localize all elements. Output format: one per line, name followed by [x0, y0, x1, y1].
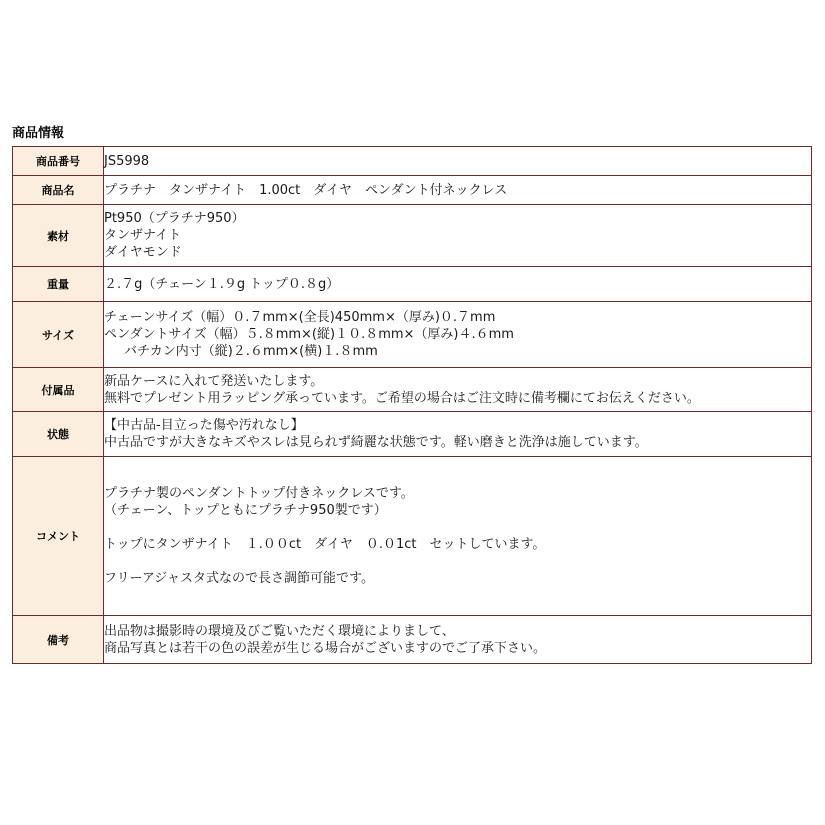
value-line: 新品ケースに入れて発送いたします。 [104, 373, 324, 389]
value-line [104, 519, 811, 536]
row-label: サイズ [13, 302, 104, 368]
row-value [104, 412, 812, 457]
product-info-table [12, 146, 812, 664]
value-line: 無料でプレゼント用ラッピング承っています。ご希望の場合はご注文時に備考欄にてお伝えください。 [104, 390, 700, 406]
section-title: 商品情報 [12, 126, 65, 141]
row-label: 付属品 [13, 368, 104, 412]
row-label: 商品番号 [13, 147, 104, 176]
value-line: トップにタンザナイト １.００ct ダイヤ ０.０1ct セットしています。 [104, 537, 546, 552]
value-line: （チェーン、トップともにプラチナ950製です） [104, 503, 387, 518]
row-label: 状態 [13, 412, 104, 457]
row-label: コメント [13, 457, 104, 616]
row-value [104, 302, 812, 368]
row-label: 素材 [13, 205, 104, 267]
value-line: フリーアジャスタ式なので長さ調節可能です。 [104, 571, 375, 586]
row-value [104, 368, 812, 412]
row-label: 備考 [13, 616, 104, 664]
row-value [104, 176, 812, 205]
row-value [104, 616, 812, 664]
table-row-product-number [13, 147, 812, 176]
row-value [104, 147, 812, 176]
value-line: 【中古品-目立った傷や汚れなし】 [104, 418, 304, 433]
value-line: JS5998 [104, 153, 150, 169]
table-row-comment [13, 457, 812, 616]
value-line: 商品写真とは若干の色の誤差が生じる場合がございますのでご了承下さい。 [104, 640, 547, 656]
value-line: プラチナ タンザナイト 1.00ct ダイヤ ペンダント付ネックレス [104, 182, 508, 198]
table-row-condition [13, 412, 812, 457]
table-row-size [13, 302, 812, 368]
value-line: 出品物は撮影時の環境及びご覧いただく環境によりまして、 [104, 623, 455, 639]
value-line [104, 553, 811, 570]
row-value [104, 205, 812, 267]
table-row-material [13, 205, 812, 267]
value-line: ２.７g（チェーン１.９g トップ０.８g） [104, 276, 340, 292]
value-line: 中古品ですが大きなキズやスレは見られず綺麗な状態です。軽い磨きと洗浄は施しています。 [104, 435, 648, 450]
row-value [104, 267, 812, 302]
table-row-notes [13, 616, 812, 664]
value-line: チェーンサイズ（幅）０.７mm×(全長)450mm×（厚み)０.７mm [104, 310, 496, 325]
table-row-product-name [13, 176, 812, 205]
value-line: バチカン内寸（縦)２.６mm×(横)１.８mm [124, 344, 378, 359]
row-label: 重量 [13, 267, 104, 302]
row-value [104, 457, 812, 616]
table-row-weight [13, 267, 812, 302]
value-line: ダイヤモンド [104, 245, 182, 260]
value-line: プラチナ製のペンダントトップ付きネックレスです。 [104, 486, 414, 501]
value-line: タンザナイト [104, 228, 182, 243]
value-line: Pt950（プラチナ950） [104, 211, 245, 226]
row-label: 商品名 [13, 176, 104, 205]
value-line: ペンダントサイズ（幅）５.８mm×(縦)１０.８mm×（厚み)４.６mm [104, 327, 514, 342]
table-row-accessories [13, 368, 812, 412]
